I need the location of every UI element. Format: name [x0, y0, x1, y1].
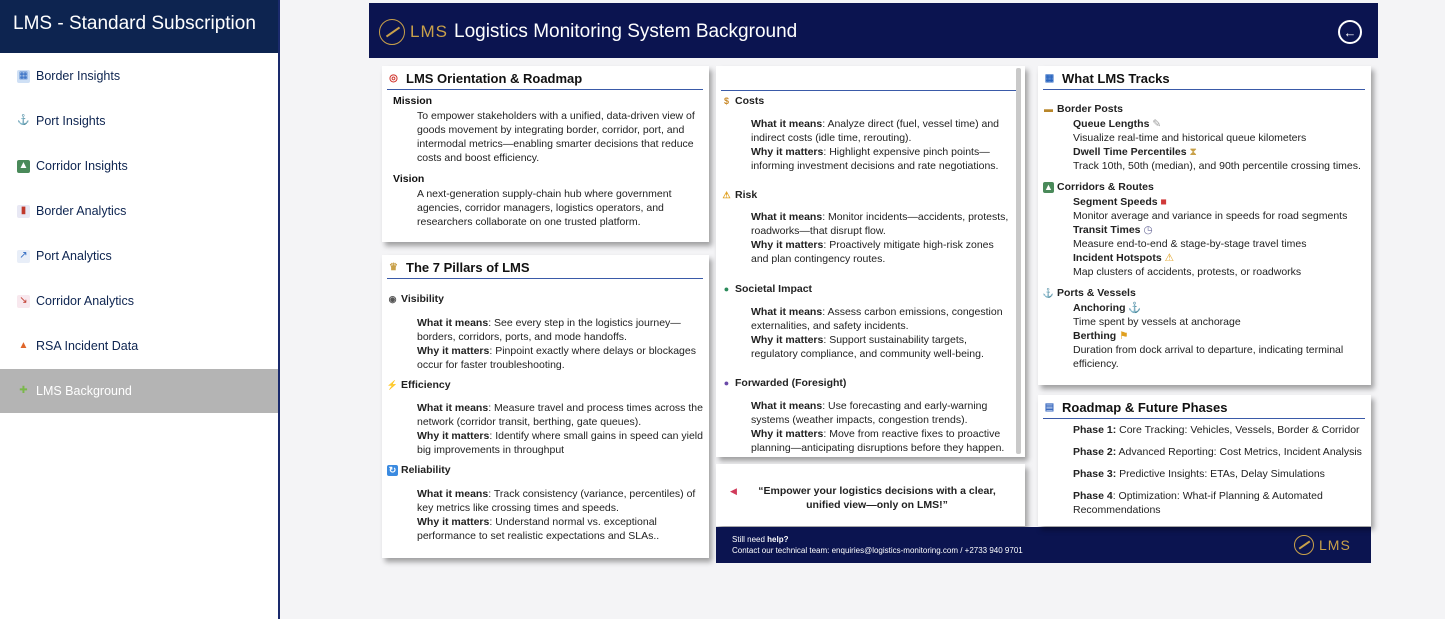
pillar-costs: $ Costs: [721, 95, 764, 107]
pillar-risk: ⚠ Risk: [722, 189, 758, 201]
card-title: ◎ LMS Orientation & Roadmap: [387, 71, 703, 90]
trend-up-icon: ↗: [17, 250, 30, 263]
sidebar-item-label: Corridor Analytics: [36, 294, 134, 308]
roadmap-card: [1038, 395, 1371, 526]
sidebar-item-lms-background[interactable]: [0, 369, 278, 413]
phase-item: Phase 4: Optimization: What-if Planning & Automated Recommendations: [1073, 490, 1323, 516]
page-banner: [369, 3, 1378, 58]
vision-label: Vision: [393, 173, 425, 185]
sidebar-item-label: RSA Incident Data: [36, 339, 139, 353]
eyes-icon: ◉: [388, 293, 397, 304]
quote-card: [716, 464, 1025, 526]
chart-icon: ▦: [1044, 72, 1055, 84]
phase-item: Phase 1: Core Tracking: Vehicles, Vessels, Border & Corridor: [1073, 424, 1360, 436]
sidebar-item-label: Port Analytics: [36, 249, 112, 263]
trend-down-icon: ↘: [17, 295, 30, 308]
track-items: Queue Lengths ✎ Visualize real-time and historical queue kilometers Dwell Time Percentiles ⧗ Track 10th, 50th (median), and 90th percentile crossing times.: [1073, 118, 1361, 172]
pillar-visibility: ◉ Visibility: [388, 293, 444, 305]
quote-text: “Empower your logistics decisions with a clear, unified view—only on LMS!”: [758, 485, 996, 511]
sidebar: [0, 0, 280, 619]
sidebar-title: LMS - Standard Subscription: [0, 0, 278, 53]
pillar-text: What it means: Assess carbon emissions, congestion externalities, and safety incidents. Why it matters: Support sustainability targets, regulatory compliance, and community well-being.: [751, 306, 1003, 360]
help-footer: [716, 527, 1371, 563]
scrollbar[interactable]: [1016, 68, 1021, 454]
pillar-foresight: ● Forwarded (Foresight): [721, 377, 846, 389]
cone-icon: ▲: [18, 340, 29, 351]
pillar-text: What it means: Analyze direct (fuel, vessel time) and indirect costs (idle time, rerouting). Why it matters: Highlight expensive pinch points—informing investment decisions and rate negotiations.: [751, 118, 1000, 172]
sidebar-item-border-analytics[interactable]: [0, 189, 278, 233]
sidebar-item-label: Border Insights: [36, 69, 121, 83]
globe-icon: ●: [723, 283, 730, 294]
chart-icon: ▦: [18, 70, 29, 81]
group-corridors-routes: ▲ Corridors & Routes: [1044, 181, 1154, 193]
pillar-societal-impact: ● Societal Impact: [721, 283, 812, 295]
phase-item: Phase 2: Advanced Reporting: Cost Metrics, Incident Analysis: [1073, 446, 1362, 458]
pillar-text: What it means: Track consistency (variance, percentiles) of key metrics like crossing times and speeds. Why it matters: Understand normal vs. exceptional performance to set realistic expectations and SLAs..: [417, 488, 696, 542]
pillar-text: What it means: Use forecasting and early-warning systems (weather impacts, congestion trends). Why it matters: Move from reactive fixes to proactive planning—anticipating disruptions before they happen.: [751, 400, 1005, 454]
anchor-icon: ⚓: [17, 115, 30, 126]
repeat-icon: ↻: [388, 464, 397, 475]
group-ports-vessels: ⚓ Ports & Vessels: [1042, 287, 1136, 299]
mission-text: To empower stakeholders with a unified, data-driven view of goods movement by integrating border, corridor, port, and intermodal metrics—enabling smarter decisions that reduce costs and boost efficiency.: [417, 110, 695, 164]
target-icon: ◎: [389, 72, 398, 84]
pillar-text: What it means: Monitor incidents—accidents, protests, roadworks—that disrupt flow. Why it matters: Proactively mitigate high-risk zones and plan contingency routes.: [751, 211, 1009, 265]
landscape-icon: ▲: [18, 160, 29, 171]
group-border-posts: ▬ Border Posts: [1044, 103, 1123, 115]
sidebar-item-border-insights[interactable]: [0, 54, 278, 98]
card-title: ▦ What LMS Tracks: [1043, 71, 1365, 90]
pillars-continued-card: [716, 66, 1025, 457]
sidebar-item-port-analytics[interactable]: [0, 234, 278, 278]
lms-logo: LMS: [1294, 535, 1351, 555]
puzzle-icon: ✚: [19, 385, 28, 396]
track-items: Anchoring ⚓ Time spent by vessels at anchorage Berthing ⚑ Duration from dock arrival to departure, indicating terminal efficiency.: [1073, 302, 1344, 370]
sidebar-item-label: Port Insights: [36, 114, 106, 128]
globe-logo-icon: [1294, 535, 1314, 555]
card-title: ▤ Roadmap & Future Phases: [1043, 400, 1365, 419]
tracks-card: [1038, 66, 1371, 385]
anchor-icon: ⚓: [1042, 287, 1055, 298]
sidebar-item-rsa-incident-data[interactable]: [0, 324, 278, 368]
bar-chart-icon: ▮: [17, 205, 30, 218]
back-arrow-icon[interactable]: ←: [1338, 20, 1362, 44]
sidebar-item-corridor-insights[interactable]: [0, 144, 278, 188]
crystal-ball-icon: ●: [723, 377, 730, 388]
help-prompt: Still need help?: [732, 535, 789, 544]
sidebar-item-label: Border Analytics: [36, 204, 127, 218]
megaphone-icon: ◀: [730, 486, 737, 496]
money-bag-icon: $: [723, 95, 729, 106]
pillar-text: What it means: See every step in the logistics journey—borders, corridors, ports, and mode handoffs. Why it matters: Pinpoint exactly where delays or blockages occur for faster troubleshooting.: [417, 317, 696, 371]
globe-logo-icon: [379, 19, 405, 45]
divider: [721, 90, 1018, 91]
lms-logo: LMS: [379, 19, 448, 45]
pillar-reliability: ↻ Reliability: [388, 464, 451, 476]
page-title: Logistics Monitoring System Background: [454, 21, 798, 42]
calendar-icon: ▤: [1044, 401, 1055, 413]
track-items: Segment Speeds ■ Monitor average and variance in speeds for road segments Transit Times ◷ Measure end-to-end & stage-by-stage travel times Incident Hotspots ⚠ Map clusters of accidents, protests, or roadworks: [1073, 196, 1348, 278]
card-title: ♛ The 7 Pillars of LMS: [387, 260, 703, 279]
lightning-icon: ⚡: [386, 379, 399, 390]
pillar-text: What it means: Measure travel and process times across the network (corridor transit, berthing, gate queues). Why it matters: Identify where small gains in speed can yield big improvements in throughput: [417, 402, 703, 456]
mission-label: Mission: [393, 95, 433, 107]
barrier-icon: ▬: [1044, 103, 1053, 114]
sidebar-item-label: Corridor Insights: [36, 159, 128, 173]
sidebar-item-port-insights[interactable]: [0, 99, 278, 143]
sidebar-item-corridor-analytics[interactable]: [0, 279, 278, 323]
contact-info: Contact our technical team: enquiries@logistics-monitoring.com / +2733 940 9701: [732, 546, 1023, 555]
vision-text: A next-generation supply-chain hub where government agencies, corridor managers, logistics operators, and researchers collaborate on one trusted platform.: [417, 188, 672, 228]
sidebar-item-label: LMS Background: [36, 384, 132, 398]
pillar-efficiency: ⚡ Efficiency: [386, 379, 451, 391]
trophy-icon: ♛: [389, 261, 398, 273]
pillars-card: [382, 255, 709, 558]
landscape-icon: ▲: [1044, 181, 1053, 192]
orientation-card: [382, 66, 709, 242]
phase-item: Phase 3: Predictive Insights: ETAs, Delay Simulations: [1073, 468, 1325, 480]
warning-icon: ⚠: [722, 189, 731, 200]
